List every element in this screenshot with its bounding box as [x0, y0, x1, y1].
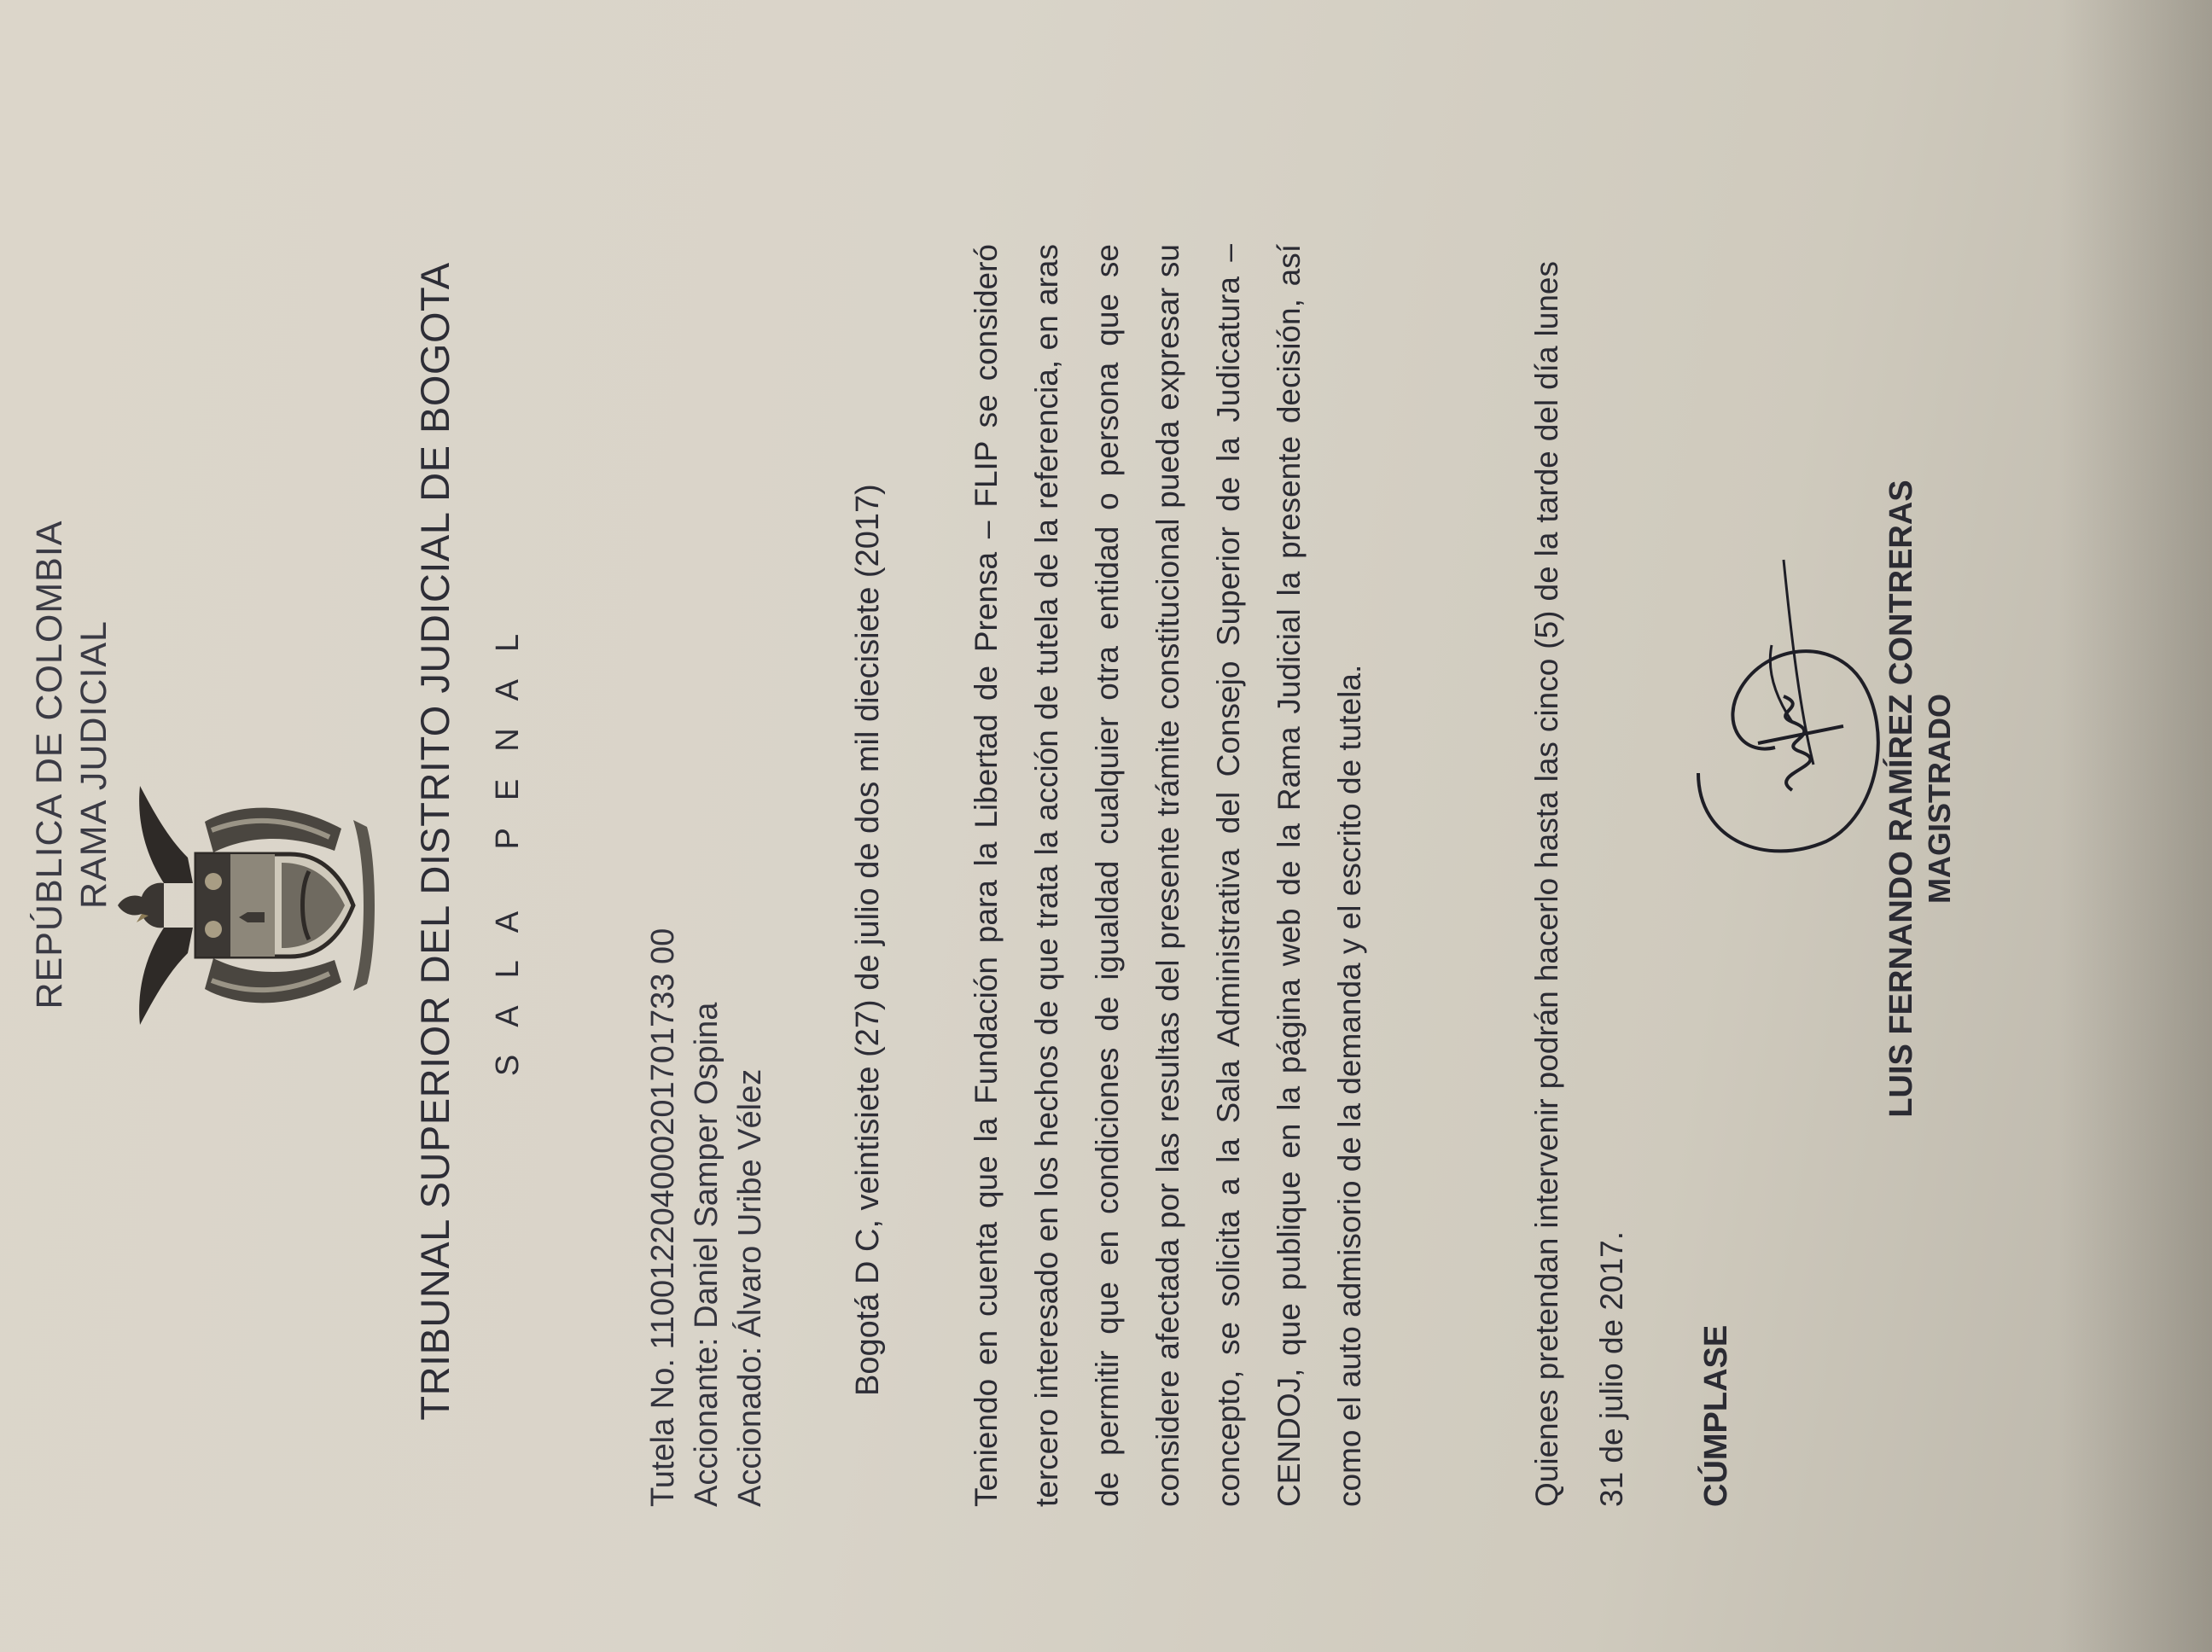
date-line: Bogotá D C, veintisiete (27) de julio de dos mil diecisiete (2017): [850, 484, 886, 1396]
branch-name: RAMA JUDICIAL: [73, 620, 114, 909]
accionado: Accionado: Álvaro Uribe Vélez: [732, 1068, 768, 1507]
country-name: REPÚBLICA DE COLOMBIA: [29, 520, 70, 1009]
chamber-name: SALA PENAL: [490, 606, 526, 1077]
signer-name: LUIS FERNANDO RAMÍREZ CONTRERAS: [1883, 480, 1919, 1118]
tutela-number: Tutela No. 110012204000201701733 00: [645, 928, 681, 1507]
case-info: [642, 227, 772, 1507]
signature-block: [1882, 372, 1959, 1225]
page-edge-shadow: [2058, 0, 2212, 1652]
cumplase-label: CÚMPLASE: [1698, 1324, 1734, 1507]
body-paragraph-2: Quienes pretendan intervenir podrán hacerlo hasta las cinco (5) de la tarde del día lunes 31 de julio de 2017.: [1529, 261, 1629, 1507]
letterhead: [27, 338, 116, 1191]
body-paragraph-1: Teniendo en cuenta que la Fundación para la Libertad de Prensa – FLIP se consideró tercero interesado en los hechos de que trata la acción de tutela de la referencia, en aras de permitir que en condiciones de igualdad cualquier otra entidad o persona que se considere afectada por las resultas del presente trámite constitucional pueda expresar su concepto, se solicita a la Sala Administrativa del Consejo Superior de la Judicatura – CENDOJ, que publique en la página web de la Rama Judicial la presente decisión, así como el auto admisorio de la demanda y el escrito de tutela.: [969, 244, 1367, 1507]
signer-role: MAGISTRADO: [1922, 694, 1957, 904]
court-name: TRIBUNAL SUPERIOR DEL DISTRITO JUDICIAL DE BOGOTA: [412, 262, 457, 1421]
coat-of-arms-icon: [111, 769, 384, 1042]
accionante: Accionante: Daniel Samper Ospina: [689, 1002, 725, 1507]
